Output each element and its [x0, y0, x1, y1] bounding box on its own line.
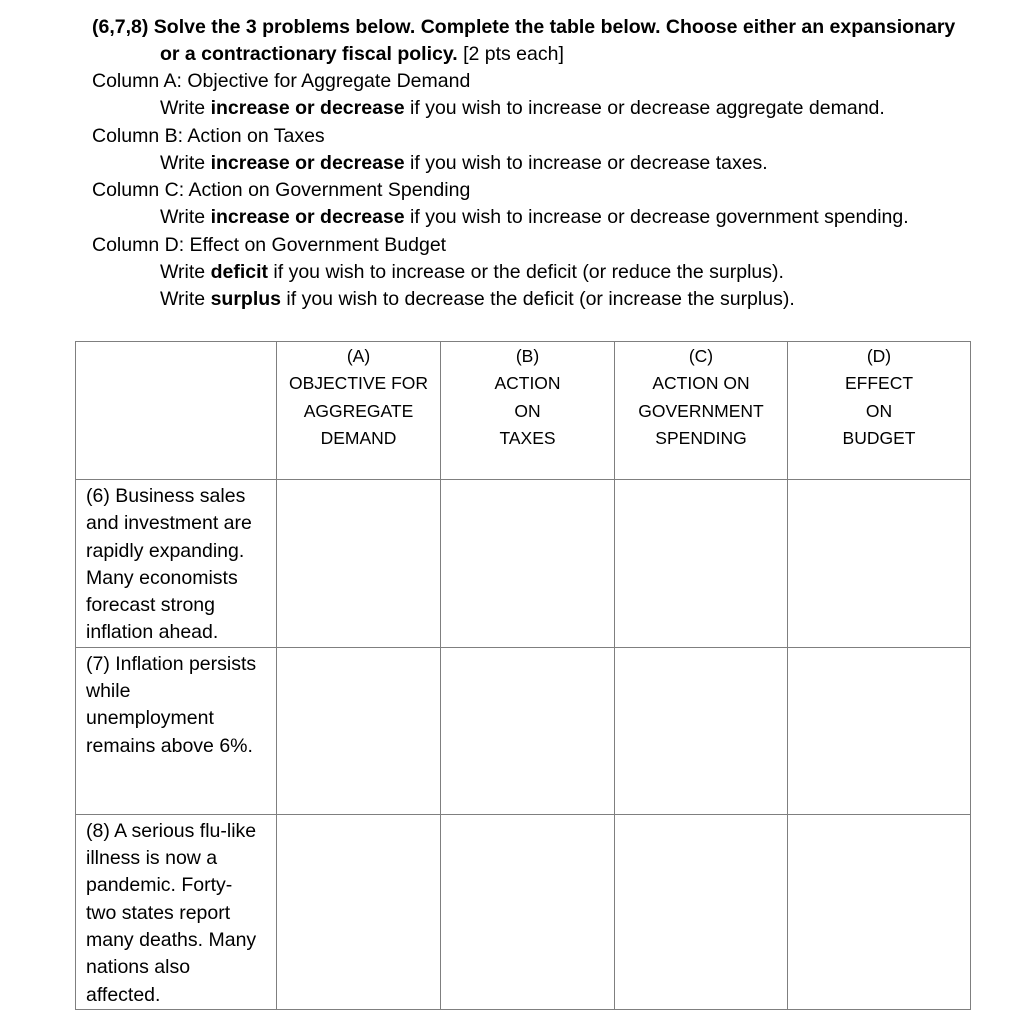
answer-cell-8d[interactable]: [788, 814, 971, 1009]
problem-7-cell: (7) Inflation persists while unemployment remains above 6%.: [76, 647, 277, 814]
question-text-line-2-bold: or a contractionary fiscal policy.: [160, 43, 458, 65]
instruction-heading-d: Column D: Effect on Government Budget: [92, 233, 447, 256]
answer-cell-8c[interactable]: [615, 814, 788, 1009]
instruction-line-d-surplus: Write surplus if you wish to decrease the deficit (or increase the surplus).: [160, 288, 795, 311]
fiscal-policy-table: [75, 341, 971, 1010]
instruction-heading-c: Column C: Action on Government Spending: [92, 179, 471, 202]
problem-8-cell: (8) A serious flu-like illness is now a pandemic. Forty- two states report many deaths. Many nations also affected.: [76, 814, 277, 1009]
answer-cell-7d[interactable]: [788, 647, 971, 814]
instruction-heading-b: Column B: Action on Taxes: [92, 124, 325, 147]
question-points: [2 pts each]: [457, 43, 564, 65]
question-line-2: [92, 41, 992, 68]
question-number: (6,7,8): [92, 16, 149, 38]
column-header-c: (C) ACTION ON GOVERNMENT SPENDING: [615, 342, 788, 480]
instruction-line-d-deficit: Write deficit if you wish to increase or the deficit (or reduce the surplus).: [160, 261, 784, 284]
table-row: [76, 480, 971, 648]
column-instructions: [92, 68, 992, 314]
answer-cell-6a[interactable]: [277, 480, 441, 648]
answer-cell-6b[interactable]: [441, 480, 615, 648]
table-row: [76, 647, 971, 814]
answer-cell-7a[interactable]: [277, 647, 441, 814]
question-prompt: [92, 14, 992, 68]
answer-cell-6c[interactable]: [615, 480, 788, 648]
instruction-line-a: Write increase or decrease if you wish to increase or decrease aggregate demand.: [160, 97, 885, 120]
answer-cell-8b[interactable]: [441, 814, 615, 1009]
table-header-row: [76, 342, 971, 480]
instruction-heading-a: Column A: Objective for Aggregate Demand: [92, 70, 471, 92]
instruction-line-b: Write increase or decrease if you wish to increase or decrease taxes.: [160, 151, 768, 174]
question-line-1: [92, 14, 992, 41]
header-blank-cell: [76, 342, 277, 480]
answer-cell-7c[interactable]: [615, 647, 788, 814]
column-header-b: (B) ACTION ON TAXES: [441, 342, 615, 480]
answer-cell-7b[interactable]: [441, 647, 615, 814]
column-header-d: (D) EFFECT ON BUDGET: [788, 342, 971, 480]
column-header-a: (A) OBJECTIVE FOR AGGREGATE DEMAND: [277, 342, 441, 480]
answer-cell-8a[interactable]: [277, 814, 441, 1009]
instruction-line-c: Write increase or decrease if you wish to increase or decrease government spending.: [160, 206, 909, 229]
answer-cell-6d[interactable]: [788, 480, 971, 648]
problem-6-cell: (6) Business sales and investment are rapidly expanding. Many economists forecast strong inflation ahead.: [76, 480, 277, 648]
question-text-line-1: Solve the 3 problems below. Complete the table below. Choose either an expansionary: [148, 16, 956, 38]
table-row: [76, 814, 971, 1009]
